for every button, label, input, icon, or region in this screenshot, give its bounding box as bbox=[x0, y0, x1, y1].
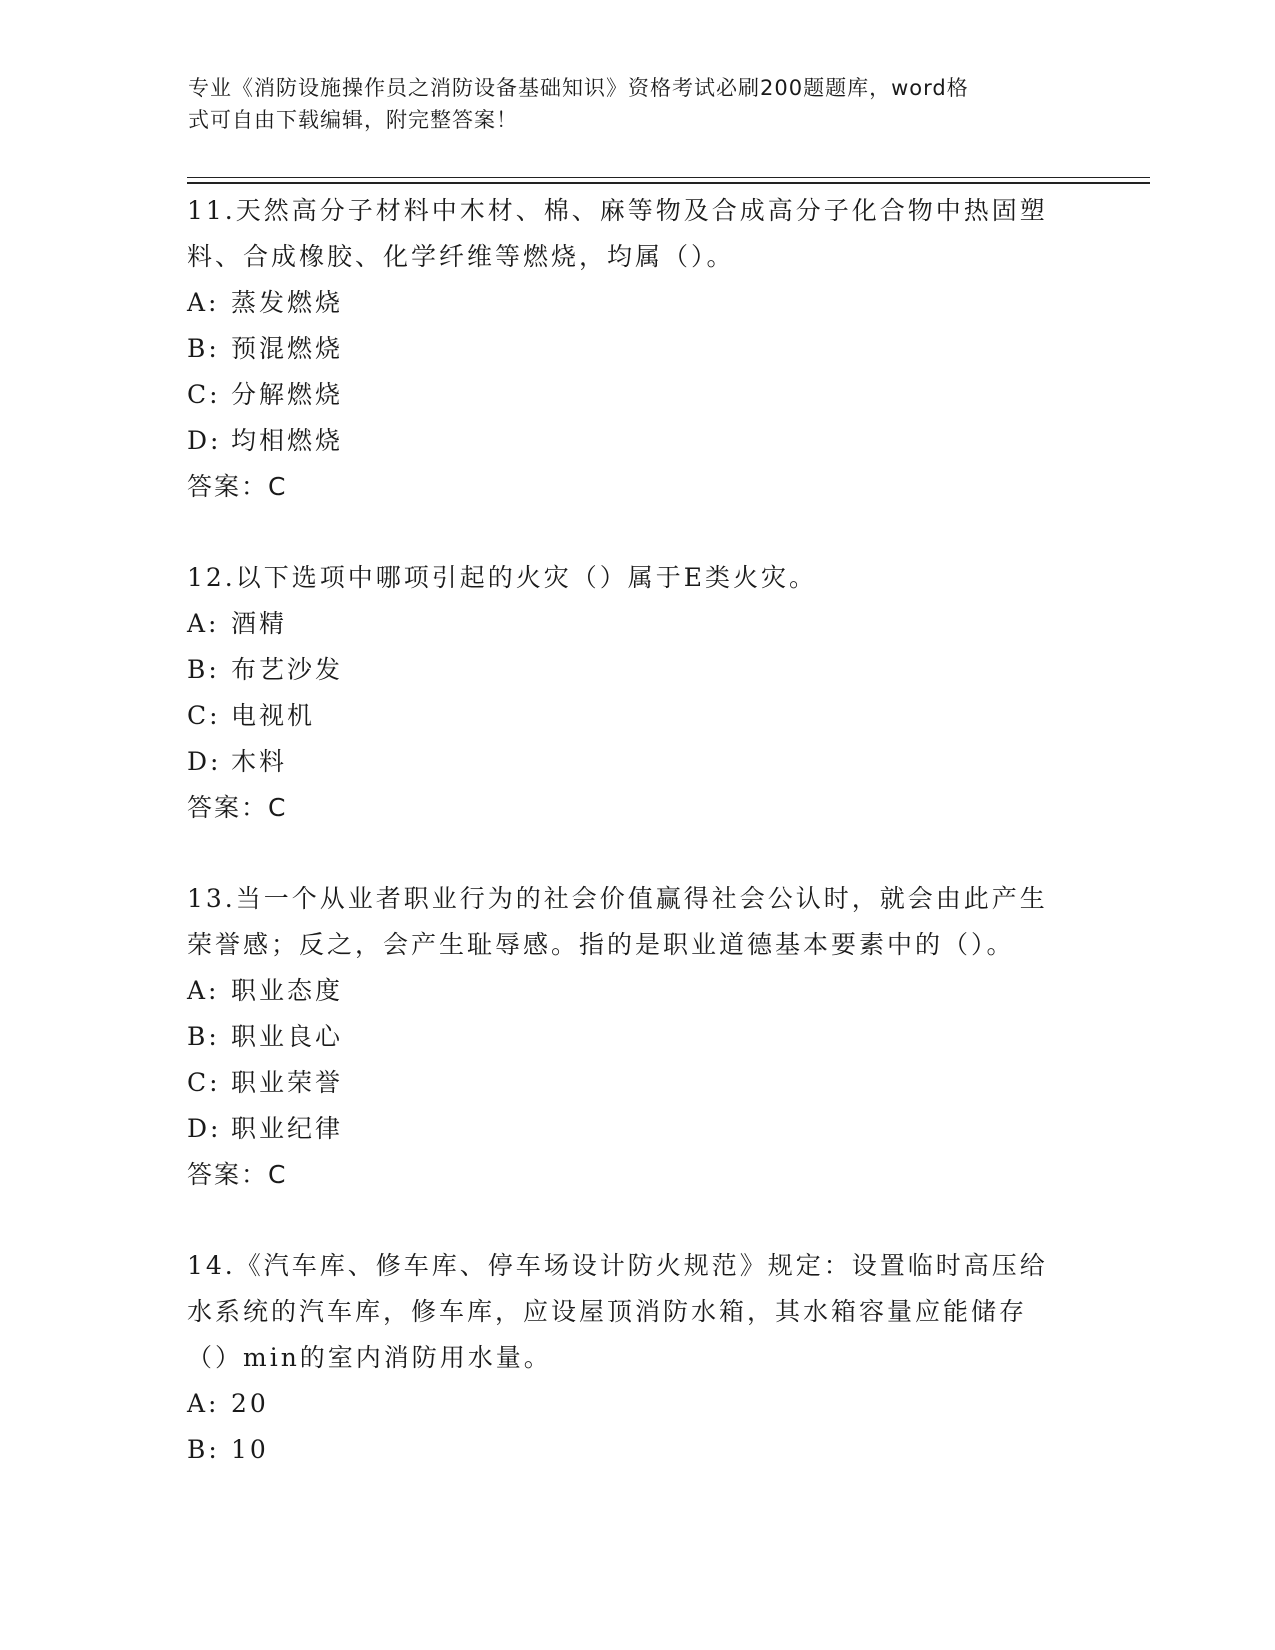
option-text: 职业良心 bbox=[231, 1022, 344, 1051]
option-letter: D: bbox=[187, 747, 222, 776]
header-title-line-2: 式可自由下载编辑，附完整答案！ bbox=[188, 108, 518, 132]
option-text: 20 bbox=[231, 1389, 269, 1418]
option-text: 职业纪律 bbox=[231, 1114, 344, 1143]
option-letter: C: bbox=[187, 380, 221, 409]
question-14 bbox=[187, 1243, 1077, 1473]
option-c bbox=[187, 1060, 1077, 1106]
option-letter: A: bbox=[187, 1389, 220, 1418]
option-b bbox=[187, 1427, 1077, 1473]
option-text: 布艺沙发 bbox=[231, 655, 344, 684]
option-c bbox=[187, 693, 1077, 739]
option-text: 分解燃烧 bbox=[231, 380, 344, 409]
option-b bbox=[187, 326, 1077, 372]
option-b bbox=[187, 1014, 1077, 1060]
option-letter: A: bbox=[187, 288, 220, 317]
answer-line: 答案：C bbox=[187, 1160, 288, 1189]
question-stem-line: 12.以下选项中哪项引起的火灾（）属于E类火灾。 bbox=[187, 563, 818, 592]
header-rule-thick bbox=[187, 182, 1150, 184]
question-stem-line: 13.当一个从业者职业行为的社会价值赢得社会公认时，就会由此产生 bbox=[187, 884, 1048, 913]
option-text: 均相燃烧 bbox=[231, 426, 344, 455]
question-12 bbox=[187, 555, 1077, 831]
question-list bbox=[187, 188, 1077, 1518]
option-c bbox=[187, 372, 1077, 418]
option-letter: D: bbox=[187, 426, 222, 455]
option-d bbox=[187, 1106, 1077, 1152]
question-stem-line: （）min的室内消防用水量。 bbox=[187, 1343, 552, 1372]
option-letter: C: bbox=[187, 1068, 221, 1097]
option-text: 预混燃烧 bbox=[231, 334, 344, 363]
answer-line: 答案：C bbox=[187, 793, 288, 822]
option-a bbox=[187, 601, 1077, 647]
header-title-line-1: 专业《消防设施操作员之消防设备基础知识》资格考试必刷200题题库，word格 bbox=[188, 76, 969, 100]
question-stem-line: 料、合成橡胶、化学纤维等燃烧，均属（）。 bbox=[187, 242, 735, 271]
option-text: 10 bbox=[231, 1435, 269, 1464]
option-letter: A: bbox=[187, 609, 220, 638]
option-text: 木料 bbox=[231, 747, 288, 776]
option-text: 酒精 bbox=[231, 609, 288, 638]
option-letter: B: bbox=[187, 1022, 220, 1051]
option-text: 电视机 bbox=[231, 701, 316, 730]
header-rule-thin bbox=[187, 177, 1150, 178]
option-b bbox=[187, 647, 1077, 693]
option-letter: D: bbox=[187, 1114, 222, 1143]
option-text: 职业荣誉 bbox=[231, 1068, 344, 1097]
question-stem-line: 荣誉感；反之，会产生耻辱感。指的是职业道德基本要素中的（）。 bbox=[187, 930, 1015, 959]
question-stem-line: 14.《汽车库、修车库、停车场设计防火规范》规定：设置临时高压给 bbox=[187, 1251, 1048, 1280]
option-d bbox=[187, 739, 1077, 785]
option-letter: B: bbox=[187, 1435, 220, 1464]
option-a bbox=[187, 968, 1077, 1014]
option-d bbox=[187, 418, 1077, 464]
option-letter: A: bbox=[187, 976, 220, 1005]
option-letter: B: bbox=[187, 655, 220, 684]
question-11 bbox=[187, 188, 1077, 510]
option-a bbox=[187, 1381, 1077, 1427]
option-letter: C: bbox=[187, 701, 221, 730]
question-stem-line: 水系统的汽车库，修车库，应设屋顶消防水箱，其水箱容量应能储存 bbox=[187, 1297, 1028, 1326]
option-text: 职业态度 bbox=[231, 976, 344, 1005]
question-13 bbox=[187, 876, 1077, 1198]
answer-line: 答案：C bbox=[187, 472, 288, 501]
option-letter: B: bbox=[187, 334, 220, 363]
question-stem-line: 11.天然高分子材料中木材、棉、麻等物及合成高分子化合物中热固塑 bbox=[187, 196, 1048, 225]
document-header bbox=[188, 72, 1068, 136]
option-text: 蒸发燃烧 bbox=[231, 288, 344, 317]
option-a bbox=[187, 280, 1077, 326]
